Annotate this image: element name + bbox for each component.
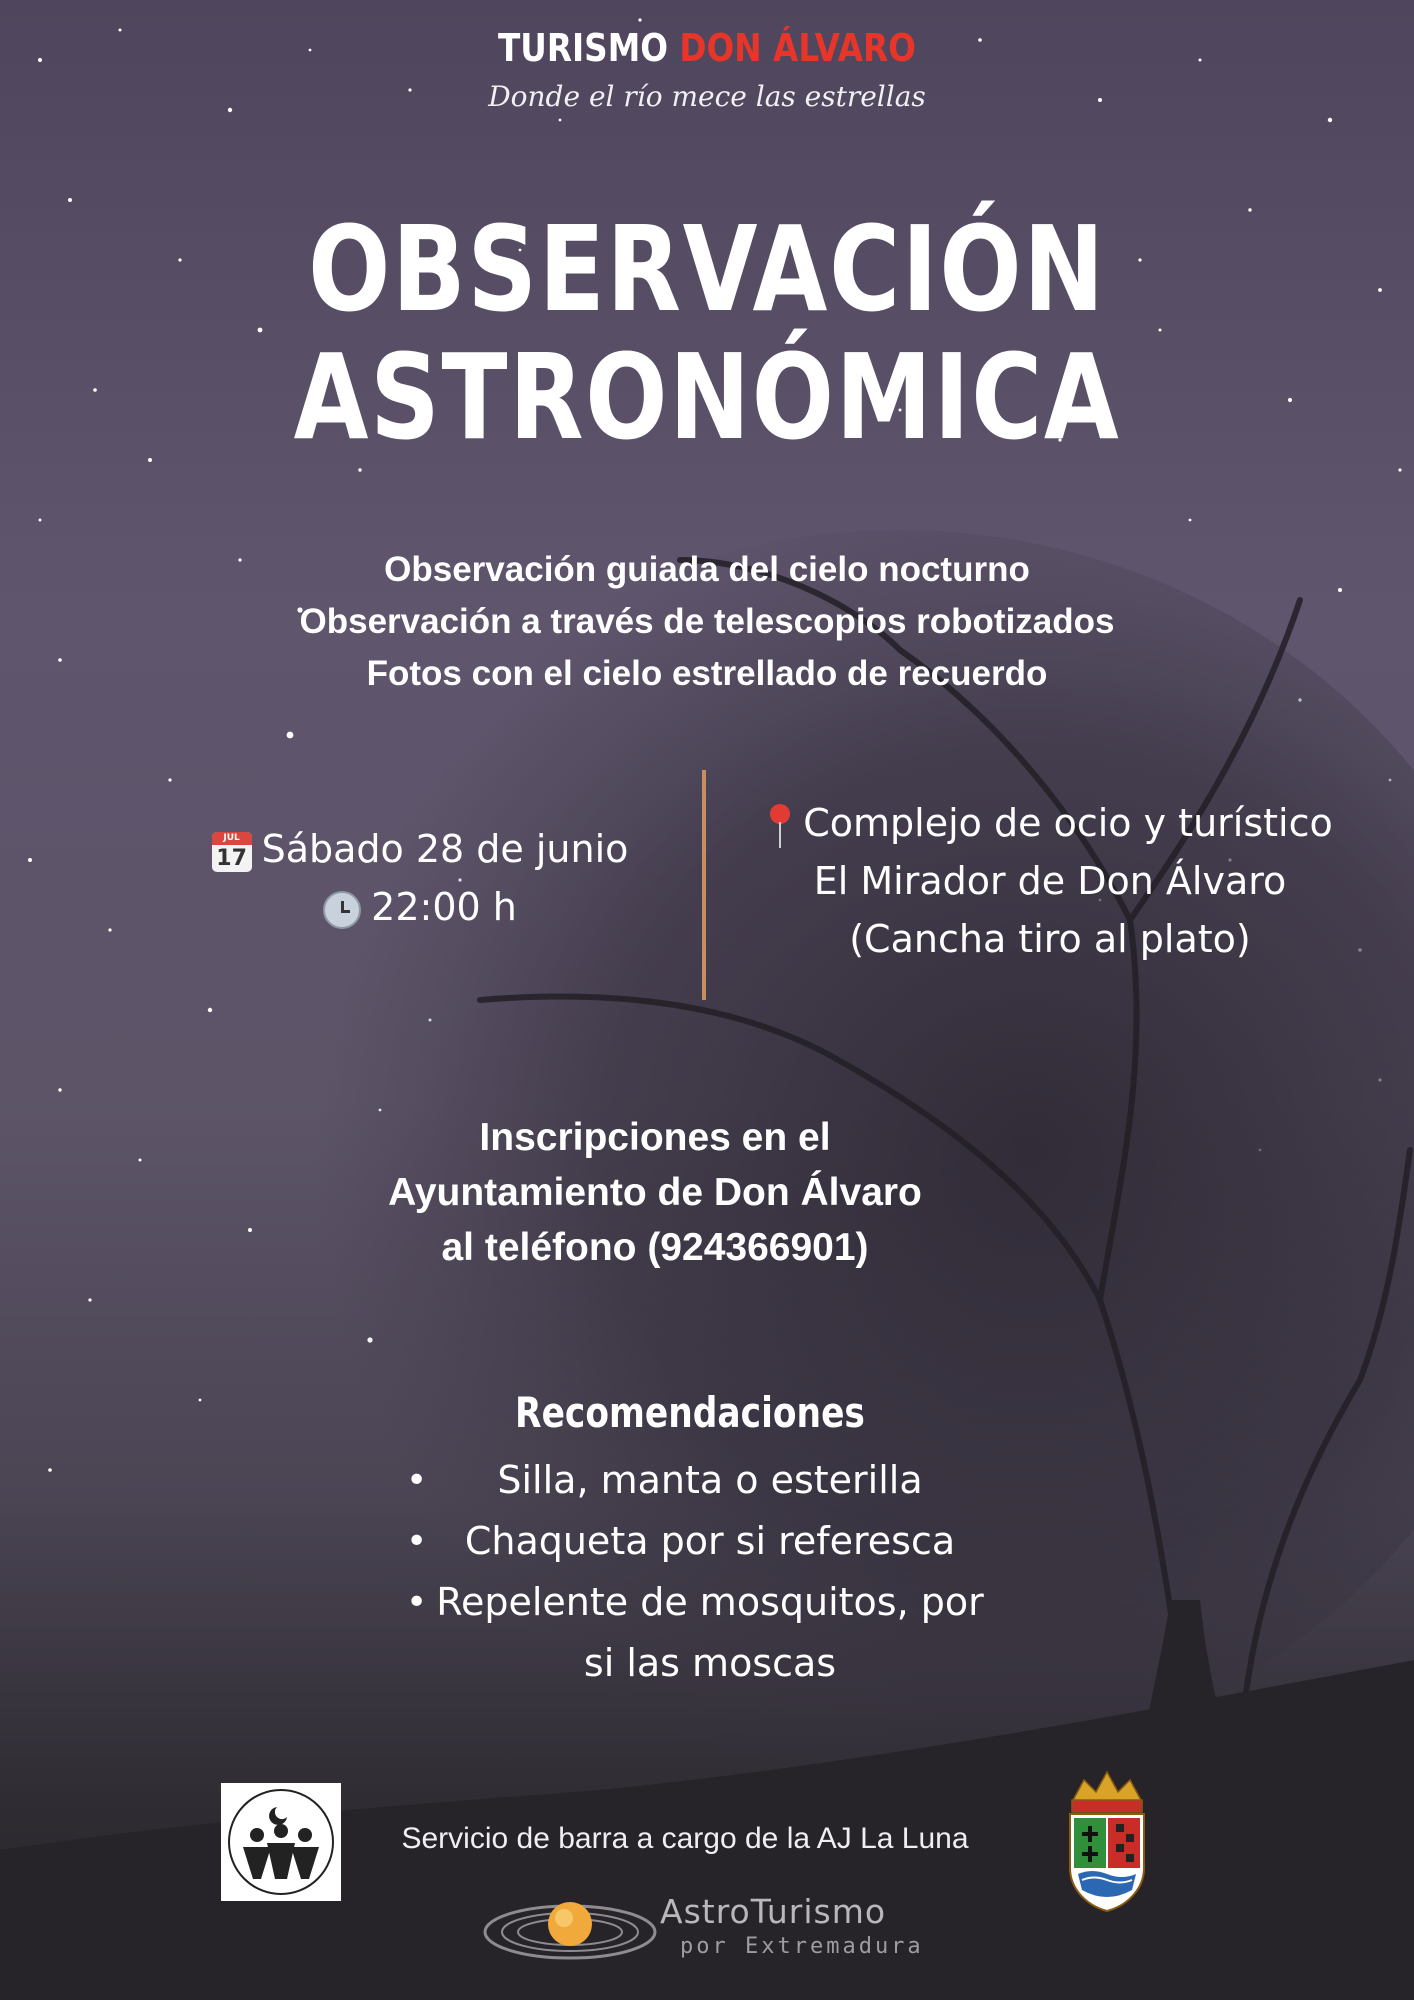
main-title [127, 200, 1286, 466]
recommendations-list [390, 1450, 1030, 1694]
location-block [720, 794, 1380, 968]
astroturismo-subtitle: por Extremadura [680, 1934, 924, 1959]
aj-la-luna-logo [221, 1783, 341, 1901]
map-pin-icon [767, 804, 793, 848]
calendar-day: 17 [216, 845, 247, 871]
place-line1: Complejo de ocio y turístico [803, 801, 1333, 845]
features-list [0, 544, 1414, 700]
list-item [390, 1511, 1030, 1572]
don-alvaro-coat-of-arms [1064, 1768, 1150, 1913]
place-line3: (Cancha tiro al plato) [849, 917, 1251, 961]
calendar-month: JUL [212, 832, 252, 845]
main-title-line1: OBSERVACIÓN [308, 200, 1106, 338]
bullet-icon: • [406, 1460, 428, 1501]
date-line [190, 820, 650, 878]
event-time: 22:00 h [371, 885, 517, 929]
main-title-line2: ASTRONÓMICA [293, 328, 1121, 466]
brand-title [99, 26, 1315, 70]
place-line2: El Mirador de Don Álvaro [813, 859, 1287, 903]
time-line [190, 878, 650, 936]
clock-icon [323, 891, 361, 929]
brand-don-alvaro: DON ÁLVARO [679, 26, 916, 70]
feature-item: Observación guiada del cielo nocturno [384, 550, 1030, 589]
recommendations-title: Recomendaciones [515, 1388, 865, 1437]
bullet-icon: • [406, 1521, 428, 1562]
list-item [390, 1572, 1030, 1633]
feature-item: Fotos con el cielo estrellado de recuerdo [366, 654, 1048, 693]
list-item-text: Chaqueta por si referesca [464, 1519, 956, 1563]
feature-item: Observación a través de telescopios robotizados [299, 602, 1115, 641]
list-item-continuation [390, 1633, 1030, 1694]
list-item-text: si las moscas [583, 1641, 837, 1685]
list-item [390, 1450, 1030, 1511]
list-item-text: Repelente de mosquitos, por [436, 1580, 984, 1624]
inscriptions-line2: Ayuntamiento de Don Álvaro [388, 1171, 922, 1214]
inscriptions-line3: al teléfono (924366901) [441, 1226, 869, 1269]
event-date: Sábado 28 de junio [261, 827, 629, 871]
place-line1-row [720, 794, 1380, 852]
bullet-icon: • [406, 1582, 428, 1623]
date-time-block [190, 820, 650, 936]
inscriptions-line1: Inscripciones en el [479, 1116, 831, 1159]
bar-service-note: Servicio de barra a cargo de la AJ La Luna [401, 1822, 969, 1855]
vertical-divider [702, 770, 706, 1000]
calendar-icon [212, 832, 252, 872]
list-item-text: Silla, manta o esterilla [497, 1458, 923, 1502]
brand-turismo: TURISMO [498, 26, 669, 70]
inscriptions-block [0, 1110, 1310, 1275]
astroturismo-title: AstroTurismo [660, 1892, 887, 1931]
tagline: Donde el río mece las estrellas [488, 80, 926, 113]
